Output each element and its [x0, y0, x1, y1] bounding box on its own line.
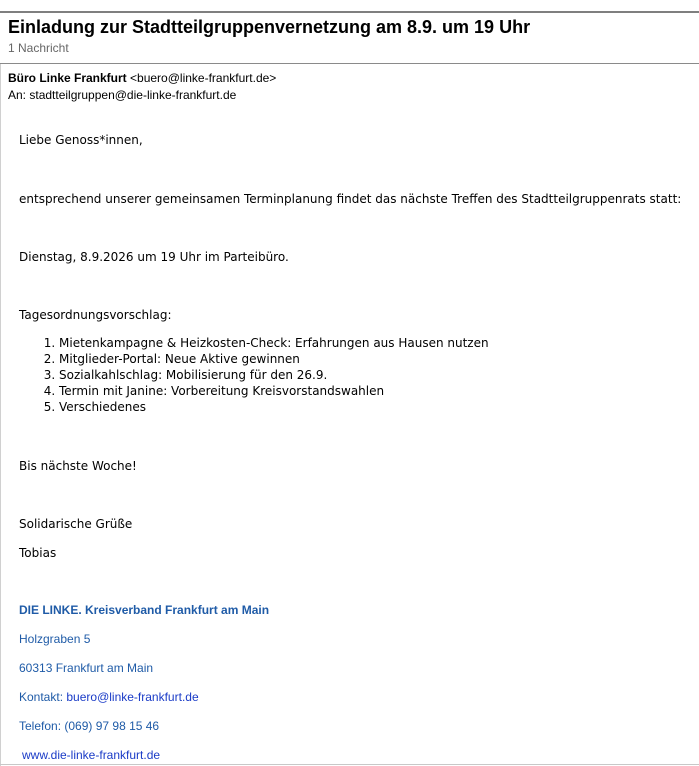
agenda-item: 4. Termin mit Janine: Vorbereitung Kreisvorstandswahlen	[59, 383, 489, 399]
message-frame-edge	[0, 64, 1, 766]
to-label: An:	[8, 88, 27, 102]
website-link[interactable]: www.die-linke-frankfurt.de	[22, 748, 161, 762]
intro-paragraph: entsprechend unserer gemeinsamen Terminplanung findet das nächste Treffen des Stadtteilgruppenrats statt:	[19, 192, 682, 206]
agenda-item: 5. Verschiedenes	[59, 399, 489, 415]
agenda-list	[19, 335, 489, 415]
header-divider	[0, 63, 699, 64]
bottom-divider	[0, 764, 699, 765]
contact-email-link[interactable]: buero@linke-frankfurt.de	[66, 690, 199, 704]
author-name: Tobias	[19, 546, 57, 560]
meeting-date: Dienstag, 8.9.2026 um 19 Uhr im Parteibüro.	[19, 250, 289, 264]
email-subject: Einladung zur Stadtteilgruppenvernetzung am 8.9. um 19 Uhr	[8, 17, 531, 37]
to-line	[8, 88, 236, 102]
signature-org: DIE LINKE. Kreisverband Frankfurt am Main	[19, 603, 270, 617]
sender-address: <buero@linke-frankfurt.de>	[130, 71, 277, 85]
signature-contact	[19, 690, 199, 704]
from-line	[8, 71, 276, 85]
agenda-item: 1. Mietenkampagne & Heizkosten-Check: Erfahrungen aus Hausen nutzen	[59, 335, 489, 351]
closing-greeting: Solidarische Grüße	[19, 517, 133, 531]
greeting: Liebe Genoss*innen,	[19, 133, 143, 147]
agenda-title: Tagesordnungsvorschlag:	[19, 308, 172, 322]
agenda-item: 2. Mitglieder-Portal: Neue Aktive gewinnen	[59, 351, 489, 367]
sender-name[interactable]: Büro Linke Frankfurt	[8, 71, 127, 85]
message-count: 1 Nachricht	[8, 41, 69, 55]
contact-label: Kontakt:	[19, 690, 64, 704]
signature-city: 60313 Frankfurt am Main	[19, 661, 154, 675]
signature-street: Holzgraben 5	[19, 632, 91, 646]
signature-phone: Telefon: (069) 97 98 15 46	[19, 719, 160, 733]
agenda-item: 3. Sozialkahlschlag: Mobilisierung für den 26.9.	[59, 367, 489, 383]
top-divider	[0, 11, 699, 13]
recipient-address[interactable]: stadtteilgruppen@die-linke-frankfurt.de	[29, 88, 237, 102]
closing-line: Bis nächste Woche!	[19, 459, 137, 473]
